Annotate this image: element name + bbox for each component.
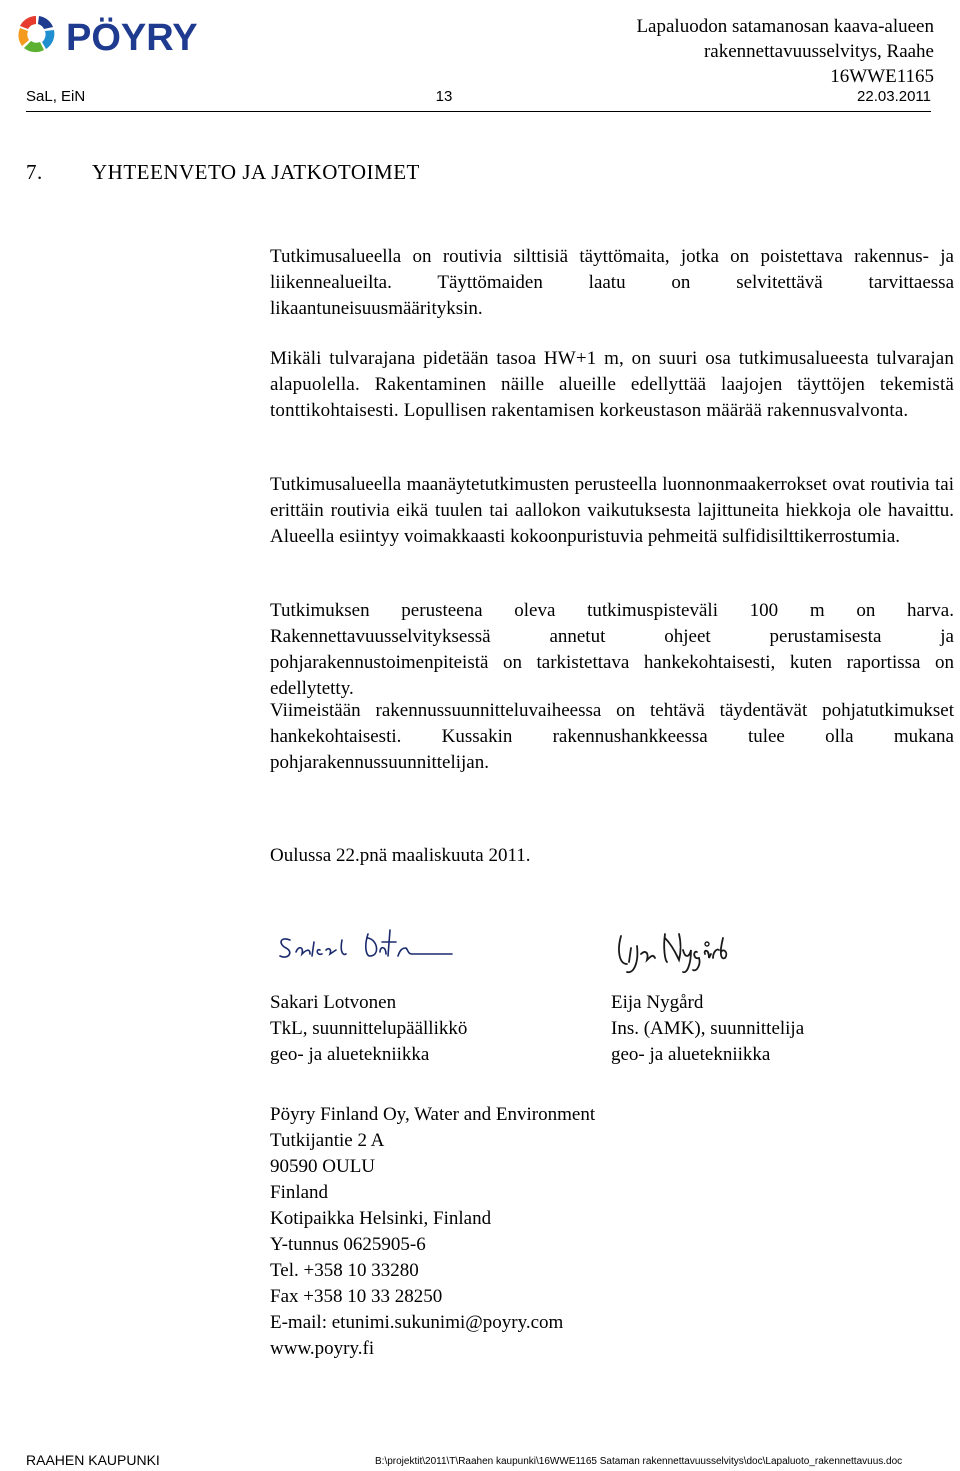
section-title: YHTEENVETO JA JATKOTOIMET bbox=[92, 160, 420, 184]
signer-title: TkL, suunnittelupäällikkö bbox=[270, 1018, 468, 1039]
document-title-line-2: rakennettavuusselvitys, Raahe bbox=[703, 41, 934, 62]
footer-file-path: B:\projektit\2011\T\Raahen kaupunki\16WWE1165 Sataman rakennettavuusselvitys\doc\Lapaluoto_rakennettavuus.doc bbox=[375, 1456, 903, 1467]
header-meta-line bbox=[26, 88, 931, 108]
project-code: 16WWE1165 bbox=[830, 66, 934, 87]
header-authors: SaL, EiN bbox=[26, 88, 86, 105]
company-contact-block bbox=[270, 1102, 595, 1362]
document-title-line-1: Lapaluodon satamanosan kaava-alueen bbox=[636, 16, 934, 37]
signature-sakari-lotvonen bbox=[276, 926, 456, 970]
signer-title: Ins. (AMK), suunnittelija bbox=[611, 1018, 805, 1039]
company-fax: Fax +358 10 33 28250 bbox=[270, 1286, 443, 1307]
paragraph-flood-level: Mikäli tulvarajana pidetään tasoa HW+1 m, on suuri osa tutkimusalueesta tulvarajan alapuolella. Rakentaminen näille alueille edellyttää laajojen täyttöjen tekemistä tonttikohtaisesti. Lopullisen rakentamisen korkeustason määrää rakennusvalvonta. bbox=[270, 348, 954, 421]
signer-unit: geo- ja aluetekniikka bbox=[611, 1044, 771, 1065]
company-email[interactable]: E-mail: etunimi.sukunimi@poyry.com bbox=[270, 1312, 564, 1333]
signature-eija-nygard bbox=[613, 924, 733, 978]
page-number: 13 bbox=[435, 88, 453, 105]
company-country: Finland bbox=[270, 1182, 329, 1203]
company-business-id: Y-tunnus 0625905-6 bbox=[270, 1234, 426, 1255]
signer-block-1 bbox=[270, 990, 467, 1068]
paragraph-fill-soils: Tutkimusalueella on routivia silttisiä täyttömaita, jotka on poistettava rakennus- ja liikennealueilta. Täyttömaiden laatu on selvitettävä tarvittaessa likaantuneisuusmäärityksin. bbox=[270, 246, 954, 319]
paragraph-further-studies: Viimeistään rakennussuunnitteluvaiheessa on tehtävä täydentävät pohjatutkimukset hankekohtaisesti. Kussakin rakennushankkeessa tulee olla mukana pohjarakennussuunnittelijan. bbox=[270, 700, 954, 773]
company-name: Pöyry Finland Oy, Water and Environment bbox=[270, 1104, 596, 1125]
document-title-block bbox=[414, 14, 934, 89]
signer-name: Eija Nygård bbox=[611, 992, 704, 1013]
company-postal: 90590 OULU bbox=[270, 1156, 376, 1177]
footer-client: RAAHEN KAUPUNKI bbox=[26, 1452, 160, 1468]
paragraph-survey-spacing: Tutkimuksen perusteena oleva tutkimuspisteväli 100 m on harva. Rakennettavuusselvityksessä annetut ohjeet perustamisesta ja pohjarakennustoimenpiteistä on tarkistettava hankekohtaisesti, kuten raportissa on edellytetty. bbox=[270, 600, 954, 699]
section-heading bbox=[26, 160, 420, 185]
poyry-swirl-icon bbox=[18, 16, 54, 52]
company-website[interactable]: www.poyry.fi bbox=[270, 1338, 375, 1359]
header-rule bbox=[26, 111, 931, 112]
company-phone: Tel. +358 10 33280 bbox=[270, 1260, 419, 1281]
poyry-logo bbox=[14, 12, 260, 56]
company-domicile: Kotipaikka Helsinki, Finland bbox=[270, 1208, 492, 1229]
paragraph-natural-soils: Tutkimusalueella maanäytetutkimusten perusteella luonnonmaakerrokset ovat routivia tai erittäin routivia eikä tuulen tai aallokon vaikutuksesta lajittuneita hiekkoja ole havaittu. Alueella esiintyy voimakkaasti kokoonpuristuvia pehmeitä sulfidisilttikerrostumia. bbox=[270, 474, 954, 547]
signer-name: Sakari Lotvonen bbox=[270, 992, 397, 1013]
signer-block-2 bbox=[611, 990, 804, 1068]
section-number: 7. bbox=[26, 160, 43, 184]
logo-text: PÖYRY bbox=[66, 17, 198, 56]
company-street: Tutkijantie 2 A bbox=[270, 1130, 385, 1151]
signer-unit: geo- ja aluetekniikka bbox=[270, 1044, 430, 1065]
header-date: 22.03.2011 bbox=[857, 88, 931, 105]
place-and-date: Oulussa 22.pnä maaliskuuta 2011. bbox=[270, 845, 531, 866]
